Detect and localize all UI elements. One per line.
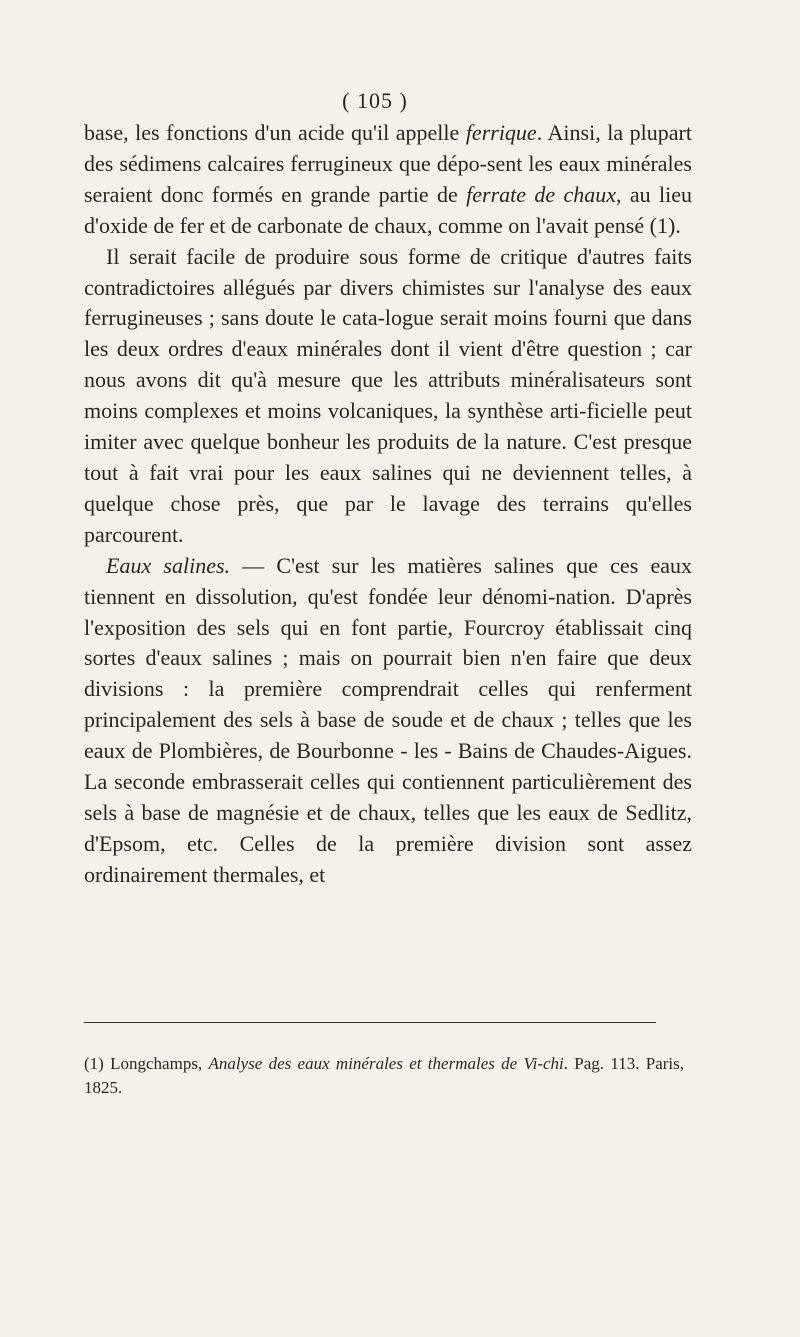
paragraph-1 xyxy=(84,118,692,242)
paragraph-3-text: — C'est sur les matières salines que ces eaux tiennent en dissolution, qu'est fondée leur dénomi-nation. D'après l'exposition des sels qui en font partie, Fourcroy établissait cinq sortes d'eaux salines ; mais on pourrait bien n'en faire que deux divisions : la première comprendrait celles qui renferment principalement des sels à base de soude et de chaux ; telles que les eaux de Plombières, de Bourbonne - les - Bains de Chaudes-Aigues. La seconde embrasserait celles qui contiennent particulièrement des sels à base de magnésie et de chaux, telles que les eaux de Sedlitz, d'Epsom, etc. Celles de la première division sont assez ordinairement thermales, et xyxy=(84,552,692,887)
paragraph-2: Il serait facile de produire sous forme de critique d'autres faits contradictoires allégués par divers chimistes sur l'analyse des eaux ferrugineuses ; sans doute le cata-logue serait moins fourni que dans les deux ordres d'eaux minérales dont il vient d'être question ; car nous avons dit qu'à mesure que les attributs minéralisateurs sont moins complexes et moins volcaniques, la synthèse arti-ficielle peut imiter avec quelque bonheur les produits de la nature. C'est presque tout à fait vrai pour les eaux salines qui ne deviennent telles, à quelque chose près, que par le lavage des terrains qu'elles parcourent. xyxy=(84,243,692,547)
paragraph-1-emphasis-a: ferrique xyxy=(465,120,537,145)
footnote-citation: . Pag. 113. Paris, 1825. xyxy=(84,1054,685,1097)
footnote-marker: (1) xyxy=(84,1054,104,1073)
page-number: ( 105 ) xyxy=(342,88,408,113)
footnote-title: Analyse des eaux minérales et thermales de Vi-chi xyxy=(208,1054,564,1073)
paragraph-1-emphasis-b: ferrate de chaux xyxy=(466,181,617,207)
footnote-divider xyxy=(84,1022,656,1023)
paragraph-3 xyxy=(84,551,692,891)
section-heading-eaux-salines: Eaux salines. xyxy=(106,552,231,578)
footnote xyxy=(84,1052,684,1100)
footnote-author: Longchamps, xyxy=(103,1054,209,1073)
paragraph-1-text-c: , au lieu d'oxide de fer et de carbonate de chaux, comme on l'avait pensé (1). xyxy=(84,181,692,238)
paragraph-1-text-a: base, les fonctions d'un acide qu'il appelle xyxy=(84,120,466,145)
paragraph-1-text-b: . Ainsi, la plupart des sédimens calcaires ferrugineux que dépo-sent les eaux minérales seraient donc formés en grande partie de xyxy=(84,120,692,207)
body-text xyxy=(84,118,692,891)
